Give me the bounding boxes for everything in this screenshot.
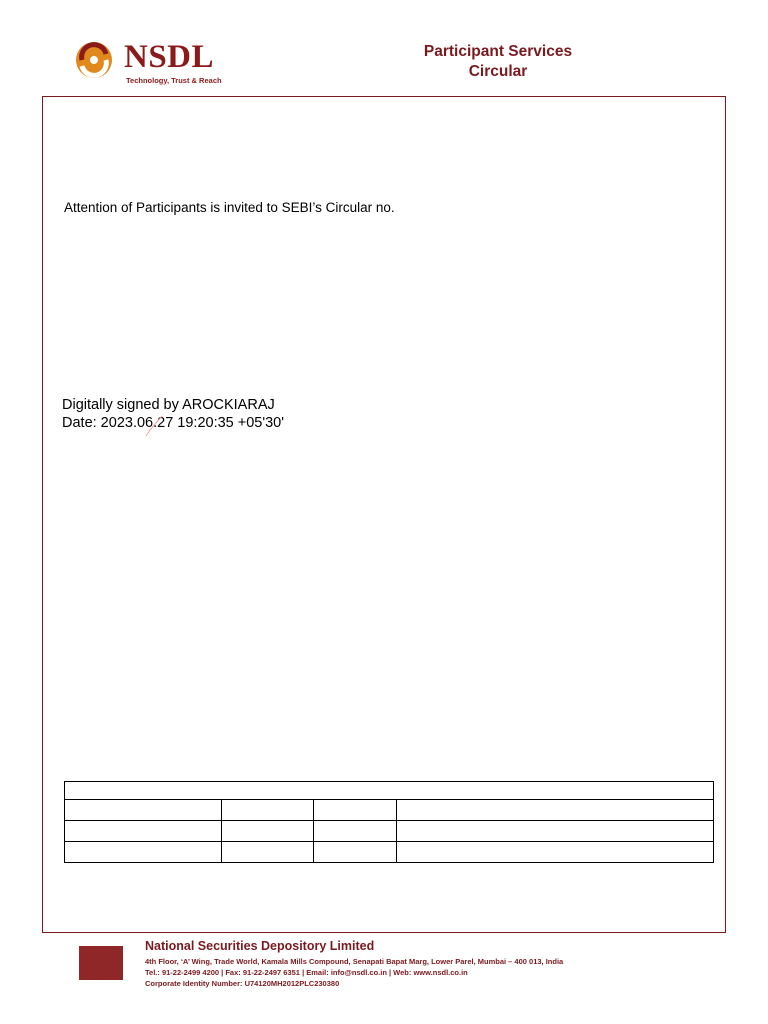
signature-line-2: Date: 2023.06.27 19:20:35 +05'30' [62,415,285,431]
table-row [65,800,714,821]
nsdl-swirl-icon [72,40,118,80]
digital-signature [62,396,284,432]
page-title [398,42,598,82]
footer-company-name: National Securities Depository Limited [145,939,375,953]
signature-line-1: Digitally signed by AROCKIARAJ [62,397,275,413]
table-cell [397,800,714,821]
table-row [65,821,714,842]
table-row [65,782,714,800]
table-cell [65,821,222,842]
signature-check-icon [140,410,170,440]
attention-text: Attention of Participants is invited to SEBI’s Circular no. [64,200,395,215]
title-line-2: Circular [468,63,528,80]
table-cell [397,842,714,863]
table-cell [314,800,397,821]
logo-name: NSDL [124,39,215,75]
title-line-1: Participant Services [423,43,573,60]
nsdl-logo [72,38,232,90]
details-table [64,781,714,863]
footer-cin: Corporate Identity Number: U74120MH2012PLC230380 [145,979,340,988]
table-cell [222,800,314,821]
footer-contact: Tel.: 91-22-2499 4200 | Fax: 91-22-2497 6351 | Email: info@nsdl.co.in | Web: www.nsdl.co.in [145,968,468,977]
table-cell [222,842,314,863]
table-cell [314,842,397,863]
table-cell [314,821,397,842]
logo-tagline: Technology, Trust & Reach [126,76,222,85]
table-cell [65,800,222,821]
footer-brand-block [79,946,123,980]
footer-address: 4th Floor, ‘A’ Wing, Trade World, Kamala Mills Compound, Senapati Bapat Marg, Lower Parel, Mumbai – 400 013, India [145,957,564,966]
table-cell [397,821,714,842]
table-cell [65,842,222,863]
table-cell [65,782,714,800]
table-cell [222,821,314,842]
table-row [65,842,714,863]
